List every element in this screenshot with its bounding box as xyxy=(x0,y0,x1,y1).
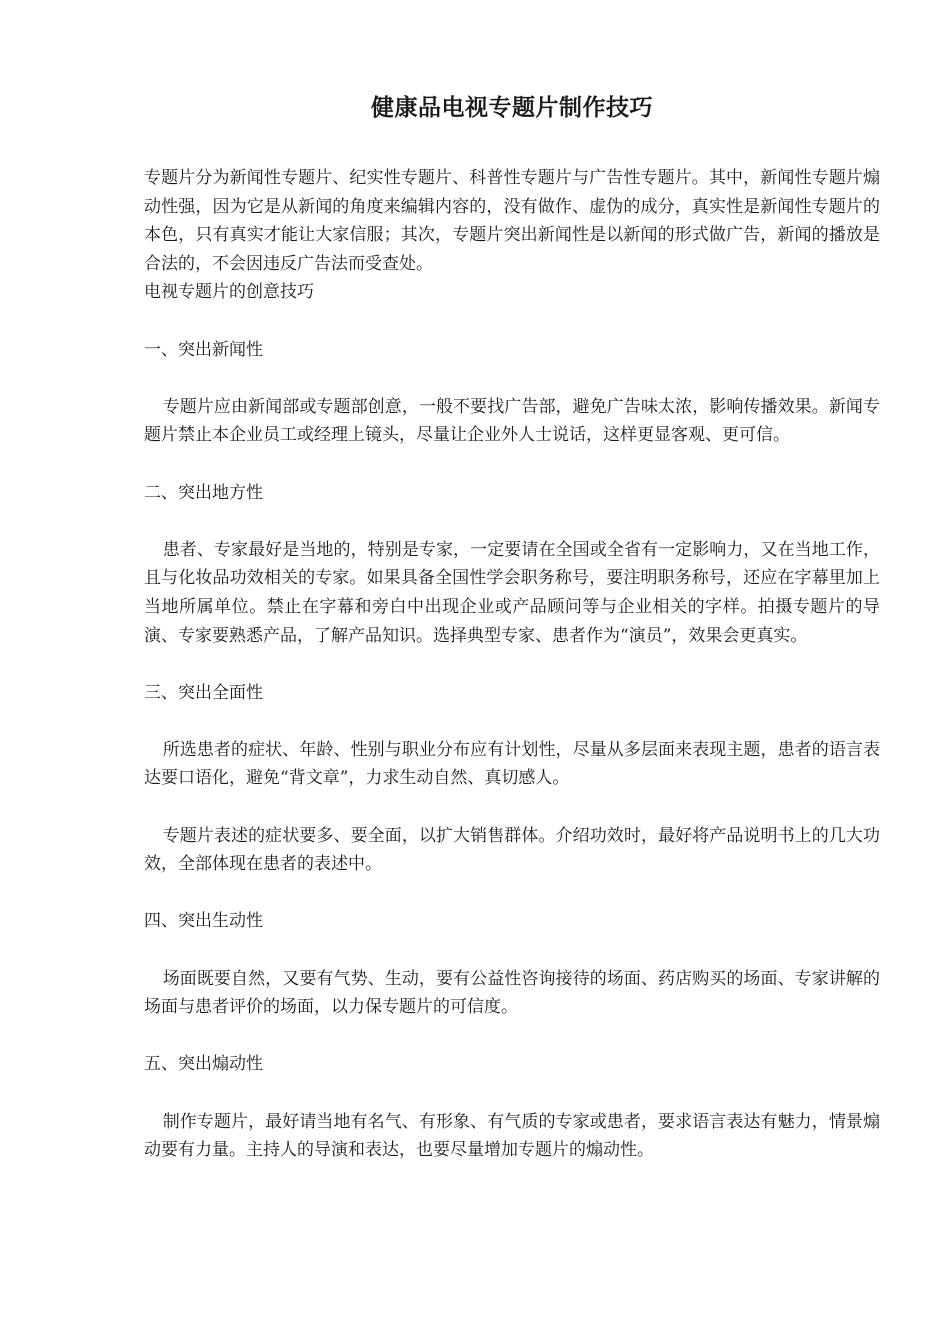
spacer xyxy=(144,507,880,536)
section-paragraph: 专题片表述的症状要多、要全面，以扩大销售群体。介绍功效时，最好将产品说明书上的几大功效，全部体现在患者的表述中。 xyxy=(144,825,880,875)
document-title: 健康品电视专题片制作技巧 xyxy=(371,94,653,121)
intro-paragraph: 专题片分为新闻性专题片、纪实性专题片、科普性专题片与广告性专题片。其中，新闻性专题片煽动性强，因为它是从新闻的角度来编辑内容的，没有做作、虚伪的成分，真实性是新闻性专题片的本色，只有真实才能让大家信服；其次，专题片突出新闻性是以新闻的形式做广告，新闻的播放是合法的，不会因违反广告法而受查处。 xyxy=(144,168,880,274)
spacer xyxy=(144,450,880,479)
spacer xyxy=(144,707,880,736)
spacer xyxy=(144,1022,880,1051)
section-heading: 二、突出地方性 xyxy=(144,482,263,503)
spacer xyxy=(144,879,880,908)
section-heading: 三、突出全面性 xyxy=(144,682,263,703)
spacer xyxy=(144,307,880,336)
spacer xyxy=(144,364,880,393)
section-heading: 五、突出煽动性 xyxy=(144,1054,263,1075)
spacer xyxy=(144,936,880,965)
section-subtitle: 电视专题片的创意技巧 xyxy=(144,282,314,303)
section-heading: 一、突出新闻性 xyxy=(144,339,263,360)
spacer xyxy=(144,793,880,822)
section-paragraph: 制作专题片，最好请当地有名气、有形象、有气质的专家或患者，要求语言表达有魅力，情景煽动要有力量。主持人的导演和表达，也要尽量增加专题片的煽动性。 xyxy=(144,1111,880,1161)
section-paragraph: 专题片应由新闻部或专题部创意，一般不要找广告部，避免广告味太浓，影响传播效果。新闻专题片禁止本企业员工或经理上镜头，尽量让企业外人士说话，这样更显客观、更可信。 xyxy=(144,396,880,446)
section-heading: 四、突出生动性 xyxy=(144,911,263,932)
section-paragraph: 患者、专家最好是当地的，特别是专家，一定要请在全国或全省有一定影响力，又在当地工作，且与化妆品功效相关的专家。如果具备全国性学会职务称号，要注明职务称号，还应在字幕里加上当地所属单位。禁止在字幕和旁白中出现企业或产品顾问等与企业相关的字样。拍摄专题片的导演、专家要熟悉产品，了解产品知识。选择典型专家、患者作为“演员”，效果会更真实。 xyxy=(144,539,880,646)
spacer xyxy=(144,650,880,679)
section-paragraph: 场面既要自然，又要有气势、生动，要有公益性咨询接待的场面、药店购买的场面、专家讲解的场面与患者评价的场面，以力保专题片的可信度。 xyxy=(144,968,880,1018)
document-body xyxy=(144,164,880,1165)
spacer xyxy=(144,1079,880,1108)
section-paragraph: 所选患者的症状、年龄、性别与职业分布应有计划性，尽量从多层面来表现主题，患者的语言表达要口语化，避免“背文章”，力求生动自然、真切感人。 xyxy=(144,739,880,789)
